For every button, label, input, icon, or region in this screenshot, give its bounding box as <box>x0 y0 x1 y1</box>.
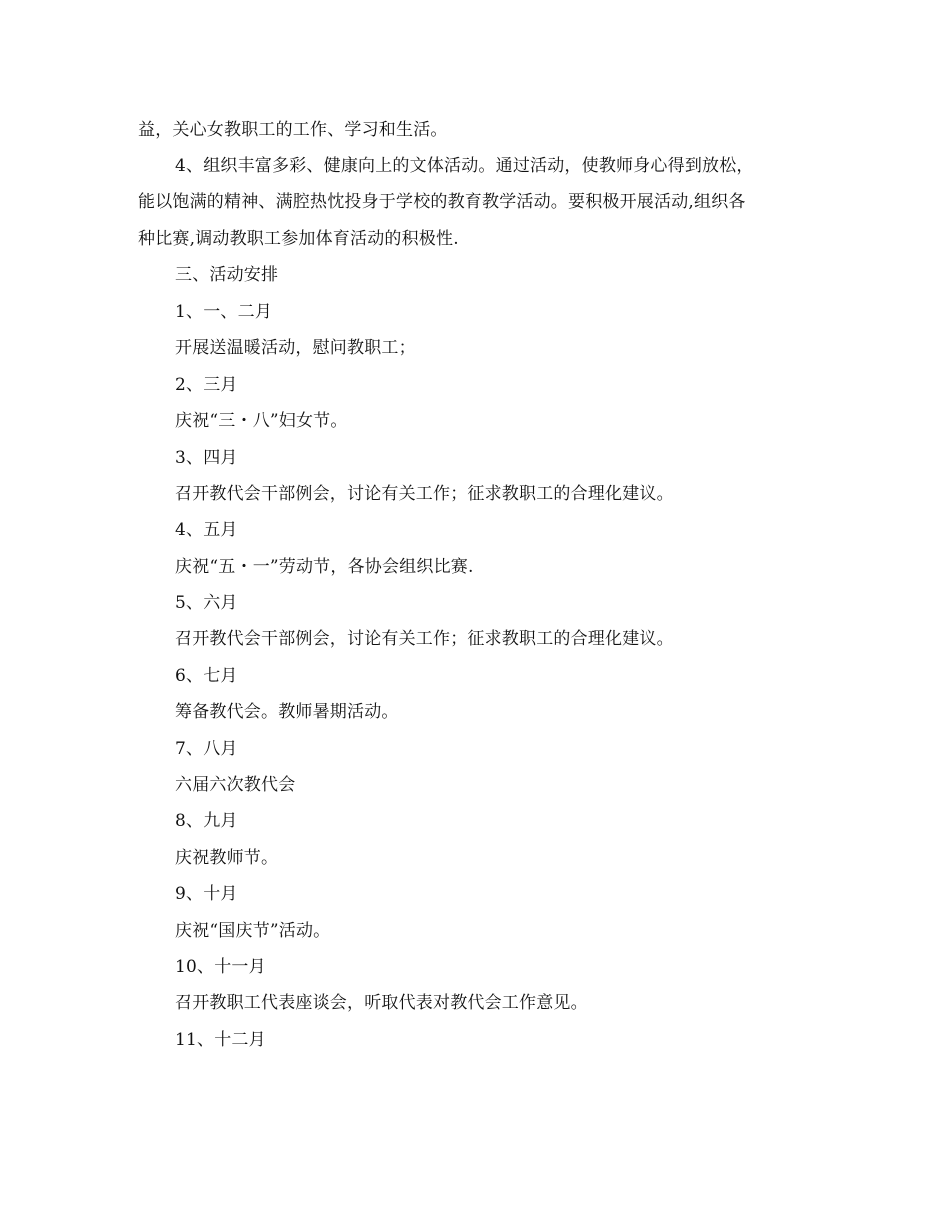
schedule-month: 8、九月 <box>175 811 238 831</box>
paragraph-continuation: 益，关心女教职工的工作、学习和生活。 <box>138 120 448 140</box>
schedule-activity: 召开教代会干部例会，讨论有关工作；征求教职工的合理化建议。 <box>175 629 674 649</box>
schedule-activity: 六届六次教代会 <box>175 775 296 795</box>
schedule-activity: 召开教代会干部例会，讨论有关工作；征求教职工的合理化建议。 <box>175 484 674 504</box>
schedule-activity: 庆祝“国庆节”活动。 <box>175 921 331 941</box>
schedule-month: 7、八月 <box>175 739 238 759</box>
paragraph-item-4-line-2: 能以饱满的精神、满腔热忱投身于学校的教育教学活动。要积极开展活动,组织各 <box>138 192 746 212</box>
schedule-month: 11、十二月 <box>175 1030 266 1050</box>
schedule-month: 9、十月 <box>175 884 238 904</box>
schedule-month: 2、三月 <box>175 375 238 395</box>
section-heading: 三、活动安排 <box>175 265 279 285</box>
schedule-activity: 庆祝教师节。 <box>175 848 279 868</box>
schedule-month: 1、一、二月 <box>175 302 273 322</box>
schedule-month: 10、十一月 <box>175 957 266 977</box>
schedule-activity: 庆祝“三・八”妇女节。 <box>175 411 348 431</box>
schedule-month: 6、七月 <box>175 666 238 686</box>
paragraph-item-4-line-1: 4、组织丰富多彩、健康向上的文体活动。通过活动，使教师身心得到放松， <box>175 156 754 176</box>
schedule-month: 5、六月 <box>175 593 238 613</box>
schedule-month: 4、五月 <box>175 520 238 540</box>
schedule-activity: 开展送温暖活动，慰问教职工； <box>175 338 416 358</box>
schedule-month: 3、四月 <box>175 448 238 468</box>
schedule-activity: 筹备教代会。教师暑期活动。 <box>175 702 399 722</box>
schedule-activity: 召开教职工代表座谈会，听取代表对教代会工作意见。 <box>175 993 588 1013</box>
schedule-activity: 庆祝“五・一”劳动节，各协会组织比赛. <box>175 557 474 577</box>
paragraph-item-4-line-3: 种比赛,调动教职工参加体育活动的积极性. <box>138 229 459 249</box>
